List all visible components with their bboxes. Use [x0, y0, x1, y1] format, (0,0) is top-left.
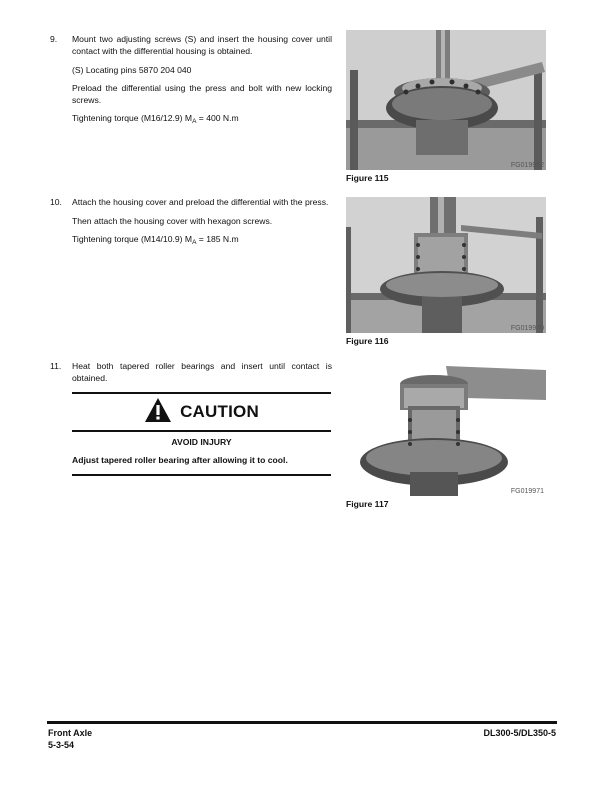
footer-divider: [47, 721, 557, 724]
caution-subtitle: AVOID INJURY: [171, 437, 232, 447]
step-text: Preload the differential using the press and bolt with new locking screws.: [72, 83, 332, 105]
figure-photo: [346, 30, 546, 170]
figure-code: FG019970: [510, 325, 544, 332]
figure-caption: Figure 117: [346, 499, 389, 509]
figure-code: FG019962: [510, 162, 544, 169]
figure-caption: Figure 115: [346, 173, 389, 183]
figure-photo: [346, 360, 546, 496]
step-9: [50, 33, 332, 130]
figure-117: [346, 360, 546, 496]
page-number: 5-3-54: [48, 740, 75, 750]
tightening-torque: Tightening torque (M16/12.9) $M_A = 400$ N.m: [72, 113, 239, 125]
step-number: 11.: [50, 361, 62, 371]
figure-photo: [346, 197, 546, 333]
step-number: 10.: [50, 197, 62, 207]
footer-model: DL300-5/DL350-5: [483, 728, 556, 738]
footer-left: [48, 727, 92, 751]
step-text: Attach the housing cover and preload the differential with the press.: [72, 197, 329, 207]
step-text: Heat both tapered roller bearings and insert until contact is obtained.: [72, 361, 332, 383]
step-text: Then attach the housing cover with hexagon screws.: [72, 216, 273, 226]
caution-box: [72, 392, 331, 476]
caution-text: Adjust tapered roller bearing after allowing it to cool.: [72, 455, 288, 465]
step-text: (S) Locating pins 5870 204 040: [72, 65, 192, 75]
tightening-torque: Tightening torque (M14/10.9) $M_A = 185$ N.m: [72, 234, 239, 246]
warning-icon: [144, 397, 172, 428]
footer-section: Front Axle: [48, 728, 93, 738]
figure-caption: Figure 116: [346, 336, 389, 346]
caution-title: CAUTION: [180, 402, 259, 421]
step-11: [50, 360, 332, 390]
figure-115: [346, 30, 546, 170]
step-text: Mount two adjusting screws (S) and insert the housing cover until contact with the differential housing is obtained.: [72, 34, 332, 56]
step-10: [50, 196, 332, 251]
figure-116: [346, 197, 546, 333]
divider: [72, 474, 331, 476]
step-number: 9.: [50, 34, 58, 44]
divider: [72, 430, 331, 432]
figure-code: FG019971: [510, 488, 544, 495]
